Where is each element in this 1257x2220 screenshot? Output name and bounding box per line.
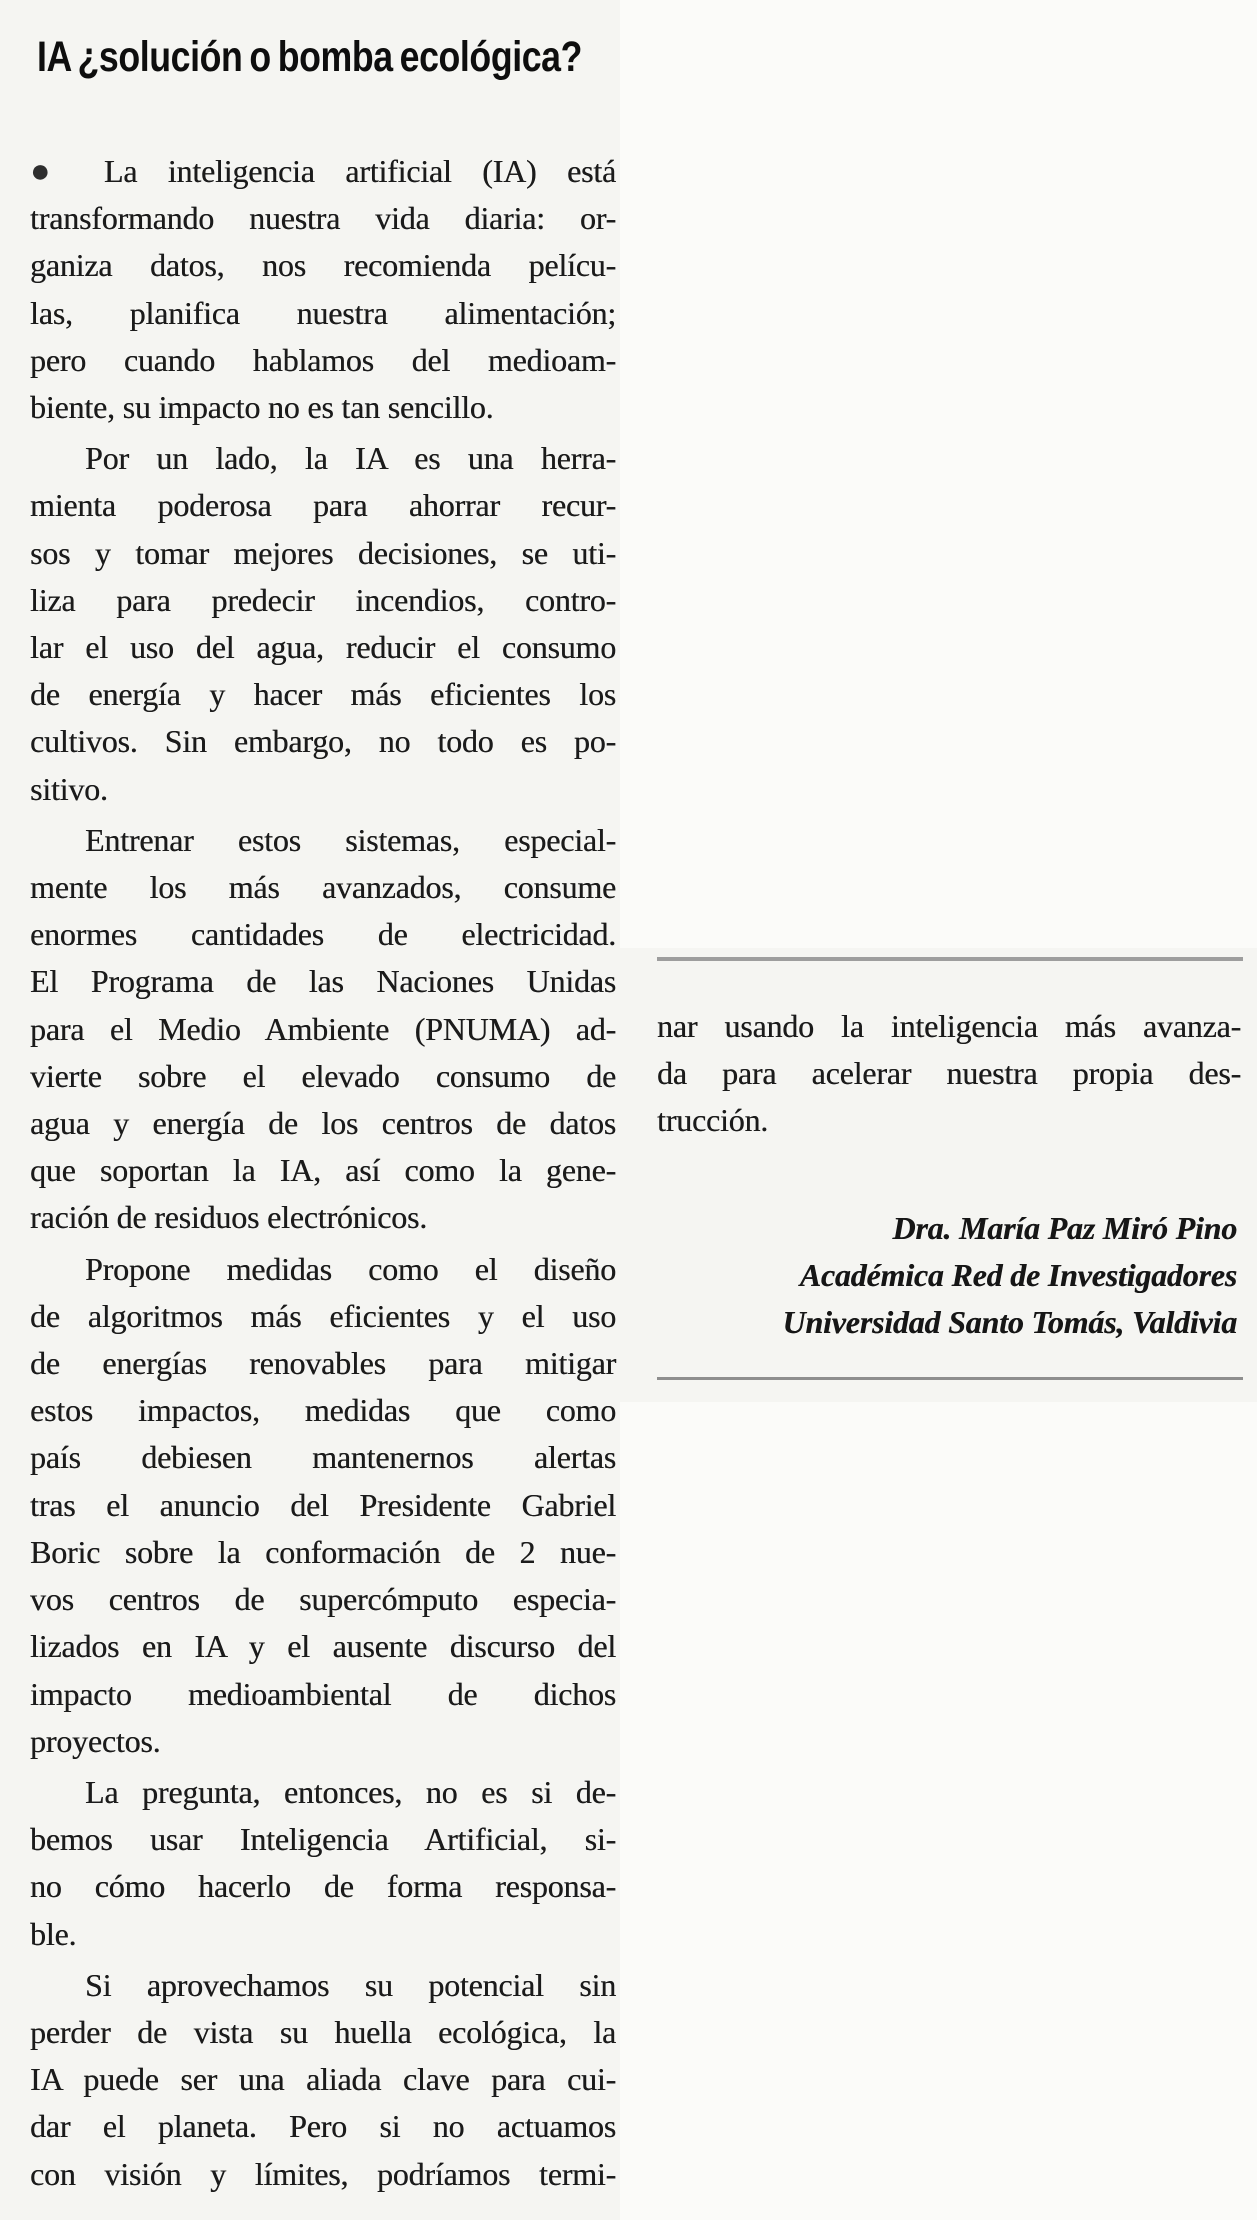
body-line: mente los más avanzados, consume <box>30 869 616 906</box>
paragraph <box>30 817 616 1242</box>
body-line: lizados en IA y el ausente discurso del <box>30 1628 616 1665</box>
body-line: sitivo. <box>30 770 108 807</box>
body-line: ble. <box>30 1915 77 1952</box>
body-line: vierte sobre el elevado consumo de <box>30 1057 616 1094</box>
body-line: dar el planeta. Pero si no actuamos <box>30 2108 616 2145</box>
body-line: país debiesen mantenernos alertas <box>30 1439 616 1476</box>
body-line: mienta poderosa para ahorrar recur- <box>30 487 616 524</box>
body-line: trucción. <box>657 1102 769 1139</box>
body-line: las, planifica nuestra alimentación; <box>30 294 616 331</box>
body-line: Boric sobre la conformación de 2 nue- <box>30 1533 616 1570</box>
body-line: Si aprovechamos su potencial sin <box>85 1966 616 2003</box>
body-line: proyectos. <box>30 1722 161 1759</box>
body-line: pero cuando hablamos del medioam- <box>30 341 616 378</box>
column-divider-rule <box>657 957 1243 961</box>
paragraph <box>30 1769 616 1958</box>
body-line: ganiza datos, nos recomienda pelícu- <box>30 247 616 284</box>
page-background-light-area <box>620 0 1257 948</box>
body-line: liza para predecir incendios, contro- <box>30 581 616 618</box>
body-line: de energías renovables para mitigar <box>30 1345 616 1382</box>
signature-author-role: Académica Red de Investigadores <box>799 1257 1237 1294</box>
page-background-light-area <box>620 1402 1257 2220</box>
right-column <box>657 1003 1241 1145</box>
body-line: que soportan la IA, así como la gene- <box>30 1152 616 1189</box>
paragraph <box>30 148 616 431</box>
paragraph <box>30 1962 616 2198</box>
signature-author-name: Dra. María Paz Miró Pino <box>892 1210 1237 1246</box>
signature-author-affiliation: Universidad Santo Tomás, Valdivia <box>782 1304 1237 1341</box>
body-line: Por un lado, la IA es una herra- <box>85 440 616 477</box>
body-line: IA puede ser una aliada clave para cui- <box>30 2061 616 2098</box>
body-line: no cómo hacerlo de forma responsa- <box>30 1868 616 1905</box>
body-line-text: La inteligencia artificial (IA) está <box>103 153 616 189</box>
body-line: vos centros de supercómputo especia- <box>30 1581 616 1618</box>
body-line: de algoritmos más eficientes y el uso <box>30 1297 616 1334</box>
body-line: Propone medidas como el diseño <box>85 1250 616 1287</box>
author-signature <box>657 1205 1237 1347</box>
article-end-rule <box>657 1377 1243 1380</box>
body-line: El Programa de las Naciones Unidas <box>30 963 616 1000</box>
body-line: da para acelerar nuestra propia des- <box>657 1055 1241 1092</box>
paragraph <box>30 435 616 813</box>
left-column <box>30 148 616 2198</box>
body-line: tras el anuncio del Presidente Gabriel <box>30 1486 616 1523</box>
body-line: estos impactos, medidas que como <box>30 1392 616 1429</box>
body-line: impacto medioambiental de dichos <box>30 1675 616 1712</box>
bullet-icon: ● <box>30 153 74 190</box>
body-line: bemos usar Inteligencia Artificial, si- <box>30 1821 616 1858</box>
article-title: IA ¿solución o bomba ecológica? <box>37 33 582 81</box>
body-line: cultivos. Sin embargo, no todo es po- <box>30 723 616 760</box>
body-line <box>30 148 616 195</box>
body-line: perder de vista su huella ecológica, la <box>30 2013 616 2050</box>
body-line: lar el uso del agua, reducir el consumo <box>30 629 616 666</box>
body-line: para el Medio Ambiente (PNUMA) ad- <box>30 1010 616 1047</box>
body-line: transformando nuestra vida diaria: or- <box>30 200 616 237</box>
body-line: biente, su impacto no es tan sencillo. <box>30 389 494 426</box>
body-line: de energía y hacer más eficientes los <box>30 676 616 713</box>
body-line: agua y energía de los centros de datos <box>30 1105 616 1142</box>
paragraph <box>30 1246 616 1765</box>
body-line: con visión y límites, podríamos termi- <box>30 2155 616 2192</box>
body-line: sos y tomar mejores decisiones, se uti- <box>30 534 616 571</box>
body-line: Entrenar estos sistemas, especial- <box>85 821 616 858</box>
body-line: ración de residuos electrónicos. <box>30 1199 428 1236</box>
body-line: nar usando la inteligencia más avanza- <box>657 1008 1241 1044</box>
body-line: enormes cantidades de electricidad. <box>30 916 616 953</box>
body-line: La pregunta, entonces, no es si de- <box>85 1773 616 1810</box>
